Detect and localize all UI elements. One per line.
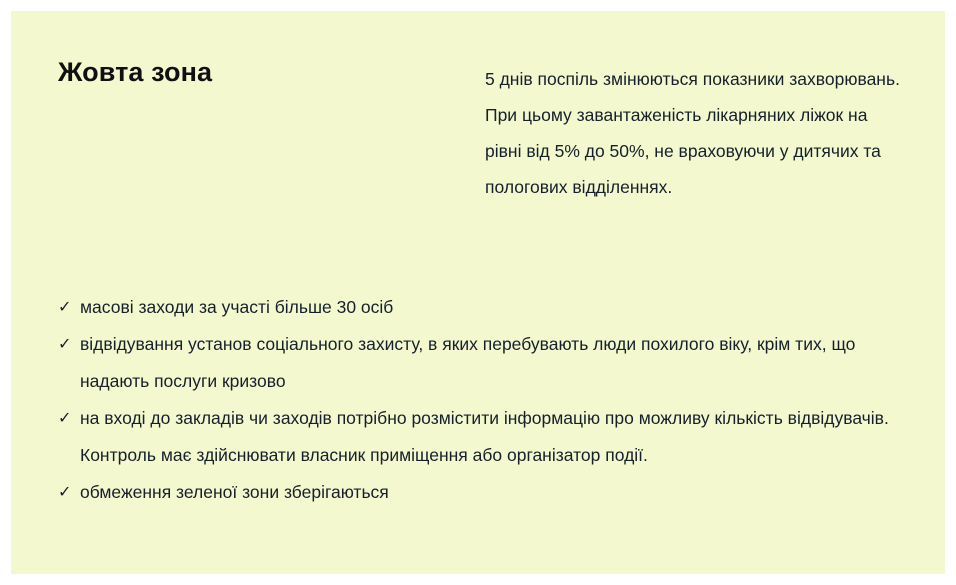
check-icon: ✓ xyxy=(58,299,72,316)
check-icon: ✓ xyxy=(58,336,72,353)
list-item-label: обмеження зеленої зони зберігаються xyxy=(80,482,389,502)
intro-paragraph: 5 днів поспіль змінюються показники захворювань. При цьому завантаженість лікарняних ліжок на рівні від 5% до 50%, не враховуючи у дитячих та пологових відділеннях. xyxy=(485,69,900,197)
list-item-label: на вході до закладів чи заходів потрібно розмістити інформацію про можливу кількість відвідувачів. Контроль має здійснювати власник приміщення або організатор події. xyxy=(80,408,889,465)
yellow-zone-card xyxy=(11,11,945,574)
list-item-label: відвідування установ соціального захисту, в яких перебувають люди похилого віку, крім тих, що надають послуги кризово xyxy=(80,334,856,391)
list-item xyxy=(58,474,904,511)
page-title: Жовта зона xyxy=(58,57,213,87)
list-item xyxy=(58,289,904,326)
check-icon: ✓ xyxy=(58,484,72,501)
restrictions-list xyxy=(58,289,904,511)
check-icon: ✓ xyxy=(58,410,72,427)
list-item xyxy=(58,326,904,400)
list-item xyxy=(58,400,904,474)
list-item-label: масові заходи за участі більше 30 осіб xyxy=(80,297,394,317)
